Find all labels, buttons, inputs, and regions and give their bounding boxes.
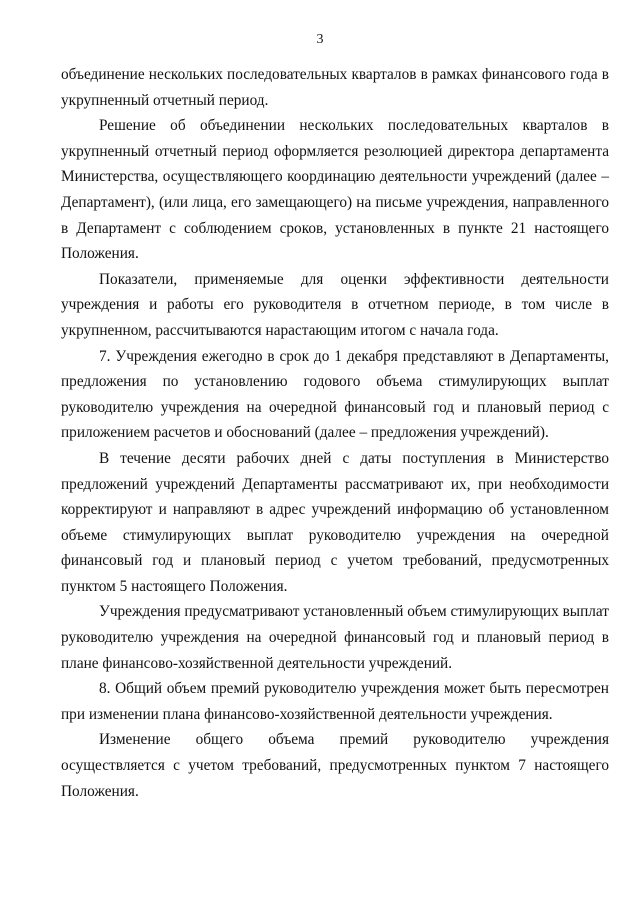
paragraph-continuation: объединение нескольких последовательных кварталов в рамках финансового года в укрупненный отчетный период. xyxy=(61,66,609,109)
page-number: 3 xyxy=(316,32,324,47)
paragraph-performance-indicators: Показатели, применяемые для оценки эффективности деятельности учреждения и работы его руководителя в отчетном периоде, в том числе в укрупненном, рассчитываются нарастающим итогом с начала года. xyxy=(61,270,609,339)
document-body xyxy=(61,62,609,804)
paragraph-item-8: 8. Общий объем премий руководителю учреждения может быть пересмотрен при изменении плана финансово-хозяйственной деятельности учреждения. xyxy=(61,680,609,723)
paragraph-item-7: 7. Учреждения ежегодно в срок до 1 декабря представляют в Департаменты, предложения по установлению годового объема стимулирующих выплат руководителю учреждения на очередной финансовый год и плановый период с приложением расчетов и обоснований (далее – предложения учреждений). xyxy=(61,347,609,442)
paragraph-plan-inclusion: Учреждения предусматривают установленный объем стимулирующих выплат руководителю учреждения на очередной финансовый год и плановый период в плане финансово-хозяйственной деятельности учреждений. xyxy=(61,603,609,672)
paragraph-change-bonus-volume: Изменение общего объема премий руководителю учреждения осуществляется с учетом требований, предусмотренных пунктом 7 настоящего Положения. xyxy=(61,731,609,800)
paragraph-review-proposals: В течение десяти рабочих дней с даты поступления в Министерство предложений учреждений Департаменты рассматривают их, при необходимости корректируют и направляют в адрес учреждений информацию об установленном объеме стимулирующих выплат руководителю учреждения на очередной финансовый год и плановый период с учетом требований, предусмотренных пунктом 5 настоящего Положения. xyxy=(61,449,609,595)
paragraph-decision-merging-quarters: Решение об объединении нескольких последовательных кварталов в укрупненный отчетный период оформляется резолюцией директора департамента Министерства, осуществляющего координацию деятельности учреждений (далее – Департамент), (или лица, его замещающего) на письме учреждения, направленного в Департамент с соблюдением сроков, установленных в пункте 21 настоящего Положения. xyxy=(61,117,609,263)
